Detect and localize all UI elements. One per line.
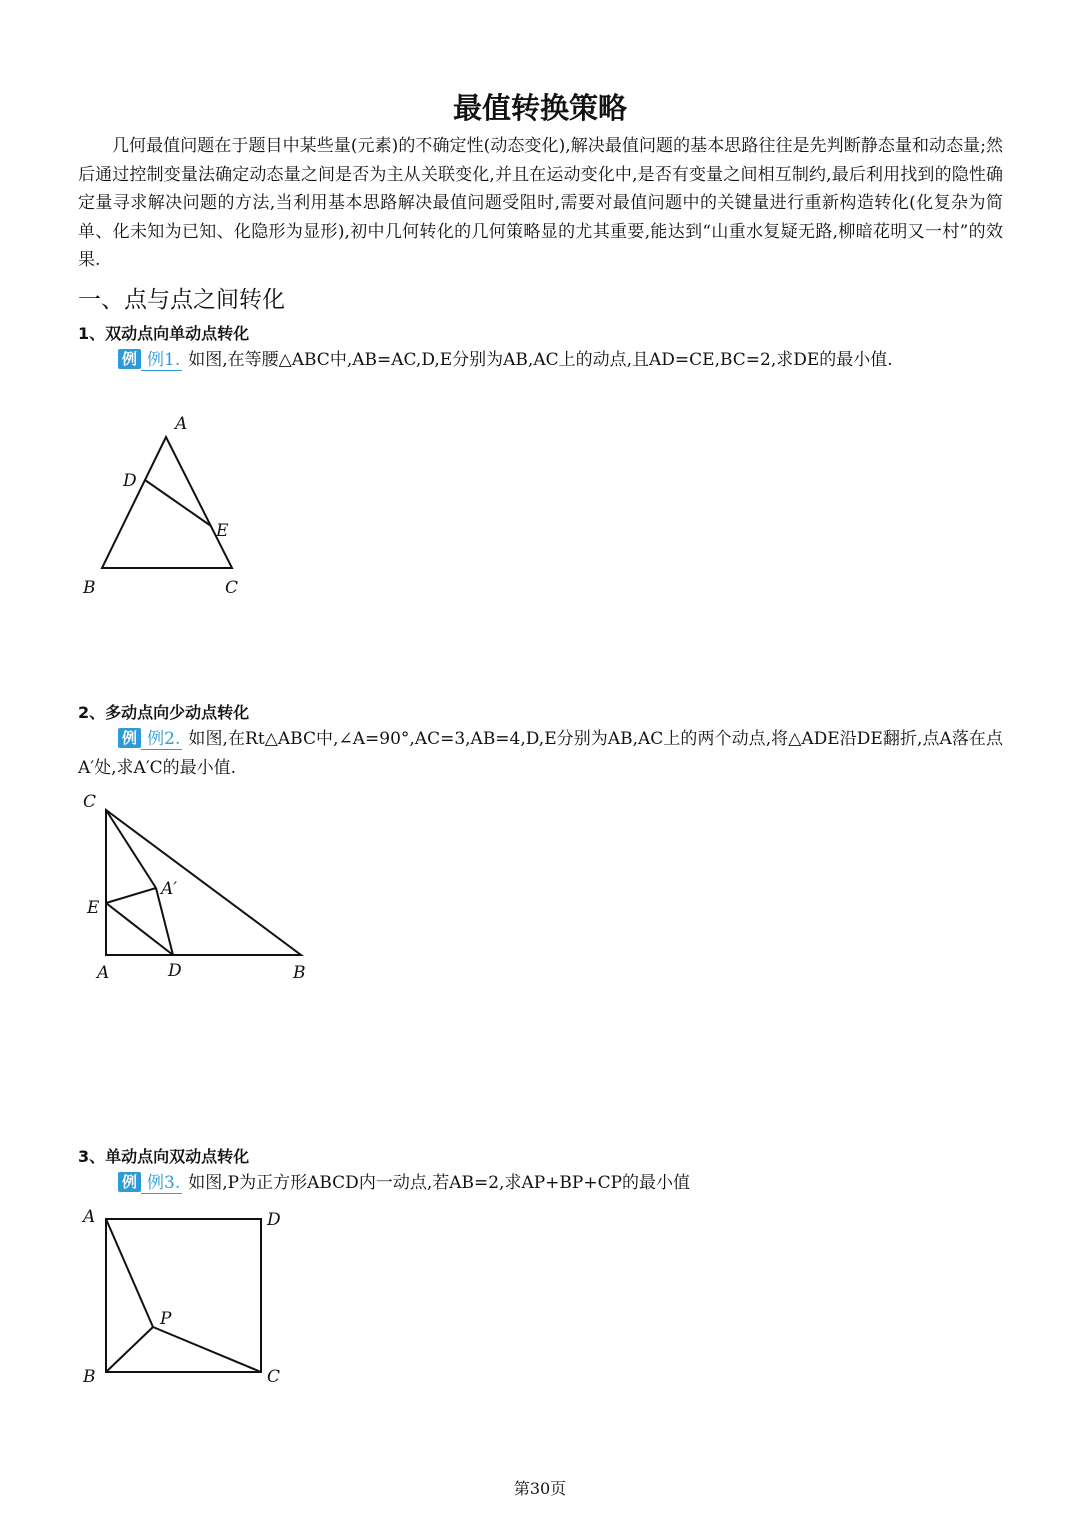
label-c: C xyxy=(225,578,239,598)
label-a-prime: A′ xyxy=(161,879,178,899)
segment-cp xyxy=(153,1327,261,1372)
page-title: 最值转换策略 xyxy=(452,91,627,125)
segment-ap xyxy=(106,1219,153,1327)
section-heading: 一、点与点之间转化 xyxy=(78,287,285,313)
example-3-text: 如图,P为正方形ABCD内一动点,若AB=2,求AP+BP+CP的最小值 xyxy=(188,1173,691,1193)
label-a: A xyxy=(97,963,110,983)
label-e: E xyxy=(87,898,100,918)
label-a: A xyxy=(175,414,188,434)
page-number: 第30页 xyxy=(513,1479,567,1498)
label-b: B xyxy=(83,1367,96,1387)
segment-ca-prime xyxy=(106,810,156,888)
segment-de xyxy=(145,480,211,526)
example-1-number: 例1. xyxy=(141,350,182,371)
example-badge-icon: 例 xyxy=(118,728,141,748)
segment-ea-prime xyxy=(106,888,156,903)
example-badge-icon: 例 xyxy=(118,1172,141,1192)
triangle-abc xyxy=(102,437,232,568)
subsection-heading-1: 1、双动点向单动点转化 xyxy=(78,324,250,343)
example-2-text: 如图,在Rt△ABC中,∠A=90°,AC=3,AB=4,D,E分别为AB,AC上的两个动点,将△ADE沿DE翻折,点A落在点A′处,求A′C的最小值. xyxy=(78,729,1003,778)
label-d: D xyxy=(123,471,137,491)
label-a: A xyxy=(83,1207,96,1227)
intro-paragraph: 几何最值问题在于题目中某些量(元素)的不确定性(动态变化),解决最值问题的基本思路往往是先判断静态量和动态量;然后通过控制变量法确定动态量之间是否为主从关联变化,并且在运动变化中,是否有变量之间相互制约,最后利用找到的隐性确定量寻求解决问题的方法,当利用基本思路解决最值问题受阻时,需要对最值问题中的关键量进行重新构造转化(化复杂为简单、化未知为已知、化隐形为显形),初中几何转化的几何策略显的尤其重要,能达到“山重水复疑无路,柳暗花明又一村”的效果. xyxy=(78,136,1003,270)
triangle-abc xyxy=(106,810,301,955)
label-b: B xyxy=(293,963,306,983)
subsection-heading-3: 3、单动点向双动点转化 xyxy=(78,1147,250,1166)
example-badge-icon: 例 xyxy=(118,349,141,369)
example-2-figure xyxy=(70,785,330,990)
example-1-figure xyxy=(70,405,270,605)
example-1-text: 如图,在等腰△ABC中,AB=AC,D,E分别为AB,AC上的动点,且AD=CE,BC=2,求DE的最小值. xyxy=(188,350,893,370)
label-p: P xyxy=(160,1309,172,1329)
label-d: D xyxy=(168,961,182,981)
example-3-problem xyxy=(78,1169,1003,1198)
label-d: D xyxy=(267,1210,281,1230)
label-c: C xyxy=(267,1367,281,1387)
label-e: E xyxy=(216,521,229,541)
subsection-heading-2: 2、多动点向少动点转化 xyxy=(78,703,250,722)
example-1-problem xyxy=(78,346,1003,375)
segment-bp xyxy=(106,1327,153,1372)
example-3-number: 例3. xyxy=(141,1173,182,1194)
example-2-number: 例2. xyxy=(141,729,182,750)
label-b: B xyxy=(83,578,96,598)
segment-ed xyxy=(106,903,173,955)
label-c: C xyxy=(83,792,97,812)
example-3-figure xyxy=(70,1200,310,1395)
example-2-problem xyxy=(78,725,1003,783)
